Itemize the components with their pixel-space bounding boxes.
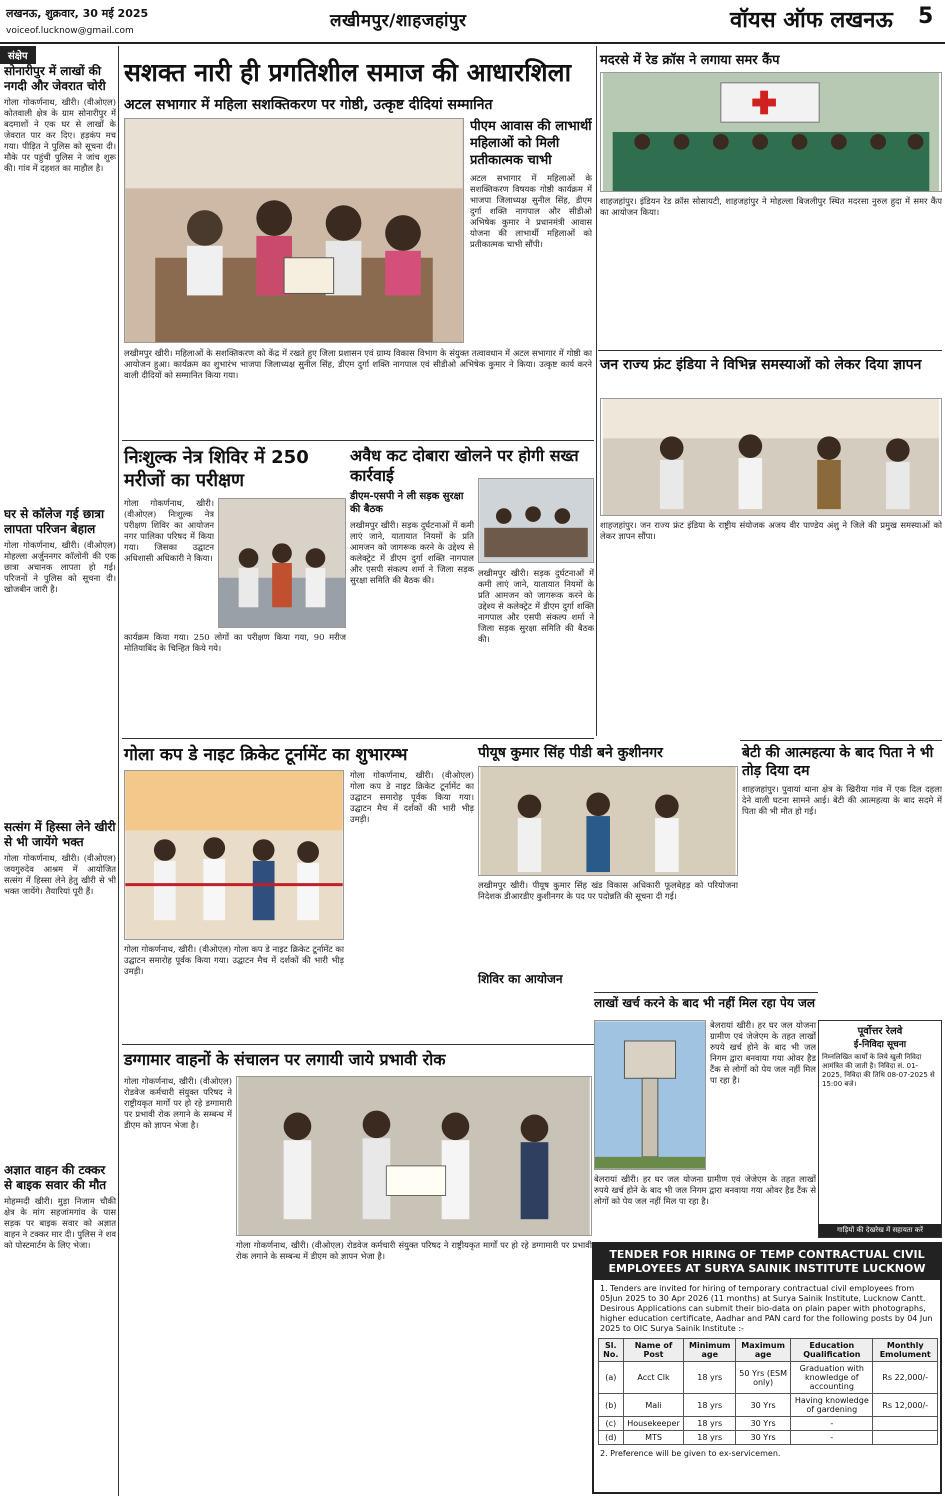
avaidh-subhead: डीएम-एसपी ने ली सड़क सुरक्षा की बैठक <box>350 491 464 515</box>
cell: - <box>791 1417 873 1431</box>
brief-1-body: गोला गोकर्णनाथ, खीरी। (वीओएल) कोतवाली क्षेत्र के ग्राम सोनारीपुर में बदमाशों ने एक घर से लाखों के जेवरात पार कर दिए। हड़कंप मच गया। पीड़ित ने पुलिस को सूचना दी। मौके पर पहुंची पुलिस ने जांच शुरू की। गांव में दहशत का माहौल है। <box>4 97 116 173</box>
cell <box>873 1417 938 1431</box>
cell: 18 yrs <box>684 1362 736 1394</box>
header-sl: Sl. No. <box>599 1339 624 1362</box>
tender-table <box>598 1338 938 1445</box>
cell: Mali <box>623 1394 684 1417</box>
cell: (d) <box>599 1431 624 1445</box>
notice-org: पूर्वोत्तर रेलवे <box>857 1026 903 1037</box>
avaidh-photo <box>478 478 594 563</box>
jan-rajya-photo <box>600 398 942 516</box>
cell: (b) <box>599 1394 624 1417</box>
cell: Graduation with knowledge of accounting <box>791 1362 873 1394</box>
tender-box <box>592 1242 942 1494</box>
cell: (c) <box>599 1417 624 1431</box>
dugga-photo <box>236 1076 592 1236</box>
contact-email: voiceof.lucknow@gmail.com <box>6 26 134 36</box>
felicitation-photo-icon <box>479 767 737 875</box>
notice-body: निम्नलिखित कार्यों के लिये खुली निविदा आमंत्रित की जाती है। निविदा सं. 01-2025, निविदा की तिथि 08-07-2025 से 15:00 बजे। <box>822 1053 935 1088</box>
delegation-photo-icon <box>601 399 941 515</box>
table-row <box>599 1394 938 1417</box>
cell: 30 Yrs <box>736 1431 791 1445</box>
column-divider <box>118 46 119 1496</box>
column-divider <box>596 46 597 736</box>
eye-camp-body: गोला गोकर्णनाथ, खीरी। (वीओएल) निःशुल्क नेत्र परीक्षण शिविर का आयोजन नगर पालिका परिषद में किया गया। जिसका उद्घाटन अधिशासी अधिकारी ने किया। <box>124 498 214 563</box>
main-side-body: अटल सभागार में महिलाओं के सशक्तिकरण विषयक गोष्ठी कार्यक्रम में भाजपा जिलाध्यक्ष सुनील सिंह, डीएम दुर्गा शक्ति नागपाल और सीडीओ अभिषेक कुमार ने प्रधानमंत्री आवास योजना की लाभार्थी महिलाओं को प्रतीकात्मक चाभी सौंपी। <box>470 173 592 249</box>
cell: 30 Yrs <box>736 1394 791 1417</box>
main-photo <box>124 118 464 343</box>
divider-line <box>740 740 942 741</box>
cell <box>873 1431 938 1445</box>
divider-line <box>122 1044 594 1045</box>
brief-tab: संक्षेप <box>0 46 36 64</box>
avaidh-headline: अवैध कट दोबारा खोलने पर होगी सख्त कार्रवाई <box>350 446 579 485</box>
eye-camp-caption: कार्यक्रम किया गया। 250 लोगों का परीक्षण किया गया, 90 मरीज मोतियाबिंद के चिन्हित किये गये। <box>124 632 346 653</box>
brief-3-body: गोला गोकर्णनाथ, खीरी। (वीओएल) जयगुरुदेव आश्रम में आयोजित सत्संग में हिस्सा लेने हेतु खीरी से भी भक्त जायेंगे। तैयारियां पूरी हैं। <box>4 853 116 896</box>
section-title: लखीमपुर/शाहजहांपुर <box>330 11 467 31</box>
brief-4-headline: अज्ञात वाहन की टक्कर से बाइक सवार की मौत <box>4 1163 107 1192</box>
masthead <box>0 0 945 44</box>
page-number: 5 <box>918 4 934 29</box>
header-min-age: Minimum age <box>684 1339 736 1362</box>
header-emolument: Monthly Emolument <box>873 1339 938 1362</box>
gola-cup-photo <box>124 770 344 940</box>
memorandum-photo-icon <box>237 1077 591 1235</box>
main-subhead: अटल सभागार में महिला सशक्तिकरण पर गोष्ठी, उत्कृष्ट दीदियां सम्मानित <box>124 97 493 113</box>
cell: Having knowledge of gardening <box>791 1394 873 1417</box>
notice-footer: गाड़ियों की देखरेख में सहायता करें <box>819 1224 941 1237</box>
tender-note-2: 2. Preference will be given to ex-servicemen. <box>600 1449 781 1458</box>
cell: Rs 12,000/- <box>873 1394 938 1417</box>
dugga-body-cont: गोला गोकर्णनाथ, खीरी। (वीओएल) रोडवेज कर्मचारी संयुक्त परिषद ने राष्ट्रीयकृत मार्गों पर हो रहे डग्गामारी पर प्रभावी रोक लगाने के सम्बन्ध में डीएम को ज्ञापन भेजा है। <box>236 1240 592 1261</box>
cell: 18 yrs <box>684 1431 736 1445</box>
header-post: Name of Post <box>623 1339 684 1362</box>
brief-column <box>4 64 116 1494</box>
brief-1-headline: सोनारीपुर में लाखों की नगदी और जेवरात चोरी <box>4 64 106 93</box>
issue-date: लखनऊ, शुक्रवार, 30 मई 2025 <box>6 7 149 20</box>
avaidh-body-cont: लखीमपुर खीरी। सड़क दुर्घटनाओं में कमी लाएं जाने, यातायात नियमों के प्रति आमजन को जागरूक करने के उद्देश्य से कलेक्ट्रेट में डीएम दुर्गा शक्ति नागपाल और एसपी संकल्प शर्मा ने जिला सड़क सुरक्षा समिति की बैठक की। <box>478 568 594 644</box>
brief-4-body: मोहम्मदी खीरी। मुड़ा निजाम चौकी क्षेत्र के मांग सहजांमगांव के पास सड़क पर बाइक सवार को अज्ञात वाहन ने टक्कर मार दी। पुलिस ने शव को पोस्टमार्टम के लिए भेजा। <box>4 1196 116 1250</box>
pyaj-body: बेलरायां खीरी। हर घर जल योजना ग्रामीण एवं जेजेएम के तहत लाखों रुपये खर्च होने के बाद भी जल निगम द्वारा बनवाया गया ओवर हैड टैंक से लोगों को पेय जल नहीं मिल पा रहा है। <box>710 1020 816 1085</box>
main-headline: सशक्त नारी ही प्रगतिशील समाज की आधारशिला <box>124 58 572 87</box>
divider-line <box>122 440 594 441</box>
cell: Rs 22,000/- <box>873 1362 938 1394</box>
camp-subhead: शिविर का आयोजन <box>478 972 563 986</box>
eye-camp-headline: निःशुल्क नेत्र शिविर में 250 मरीजों का परीक्षण <box>124 447 309 491</box>
ribbon-cutting-photo-icon <box>125 771 343 939</box>
header-max-age: Maximum age <box>736 1339 791 1362</box>
piyush-headline: पीयूष कुमार सिंह पीडी बने कुशीनगर <box>478 745 663 761</box>
tender-table-header <box>599 1339 938 1362</box>
main-body: लखीमपुर खीरी। महिलाओं के सशक्तिकरण को केंद्र में रखते हुए जिला प्रशासन एवं ग्राम्य विकास विभाग के संयुक्त तत्वावधान में अटल सभागार में गोष्ठी का आयोजन हुआ। कार्यक्रम का शुभारंभ भाजपा जिलाध्यक्ष सुनील सिंह, डीएम दुर्गा शक्ति नागपाल एवं सीडीओ अभिषेक कुमार ने किया। उत्कृष्ट कार्य करने वाली दीदियों को सम्मानित किया गया। <box>124 348 592 380</box>
tender-title: TENDER FOR HIRING OF TEMP CONTRACTUAL CIVIL EMPLOYEES AT SURYA SAINIK INSTITUTE LUCKNOW <box>594 1244 940 1280</box>
notice-title: ई-निविदा सूचना <box>853 1040 907 1050</box>
divider-line <box>122 738 594 739</box>
cell: (a) <box>599 1362 624 1394</box>
cell: Acct Clk <box>623 1362 684 1394</box>
group-photo-icon <box>601 73 941 191</box>
railway-notice <box>818 1020 942 1238</box>
dugga-headline: डग्गामार वाहनों के संचालन पर लगायी जाये प्रभावी रोक <box>124 1050 446 1069</box>
madrasa-body: शाहजहांपुर। इंडियन रेड क्रॉस सोसायटी, शाहजहांपुर ने मोहल्ला बिजलीपुर स्थित मदरसा नुरुल हुदा में समर कैंप का आयोजन किया। <box>600 196 942 217</box>
madrasa-headline: मदरसे में रेड क्रॉस ने लगाया समर कैंप <box>600 53 780 68</box>
brief-3-headline: सत्संग में हिस्सा लेने खीरी से भी जायेंगे भक्त <box>4 820 116 849</box>
gola-cup-headline: गोला कप डे नाइट क्रिकेट टूर्नामेंट का शुभारम्भ <box>124 745 408 765</box>
header-education: Education Qualification <box>791 1339 873 1362</box>
brief-2-body: गोला गोकर्णनाथ, खीरी। (वीओएल) मोहल्ला अर्जुननगर कॉलोनी की एक छात्रा अचानक लापता हो गई। परिजनों ने पुलिस को सूचना दी। खोजबीन जारी है। <box>4 540 116 594</box>
newspaper-brand: वॉयस ऑफ लखनऊ <box>730 8 893 33</box>
cell: 18 yrs <box>684 1394 736 1417</box>
main-side-headline: पीएम आवास की लाभार्थी महिलाओं को मिली प्रतीकात्मक चाभी <box>470 119 592 168</box>
gola-cup-body: गोला गोकर्णनाथ, खीरी। (वीओएल) गोला कप डे नाइट क्रिकेट टूर्नामेंट का उद्घाटन समारोह पूर्वक किया गया। उद्घाटन मैच में दर्शकों की भारी भीड़ उमड़ी। <box>124 944 344 976</box>
cell: 18 yrs <box>684 1417 736 1431</box>
pyaj-headline: लाखों खर्च करने के बाद भी नहीं मिल रहा पेय जल <box>594 996 816 1010</box>
water-tank-photo <box>594 1020 706 1170</box>
water-tank-icon <box>595 1021 705 1169</box>
jan-rajya-body: शाहजहांपुर। जन राज्य फ्रंट इंडिया के राष्ट्रीय संयोजक अजय वीर पाण्डेय अंशु ने जिले की प्रमुख समस्याओं को लेकर ज्ञापन सौंपा। <box>600 520 942 541</box>
table-row <box>599 1431 938 1445</box>
cell: 50 Yrs (ESM only) <box>736 1362 791 1394</box>
ceremony-photo-icon <box>125 119 463 342</box>
cell: MTS <box>623 1431 684 1445</box>
beti-body: शाहजहांपुर। पुवायां थाना क्षेत्र के खिरीया गांव में एक दिल दहला देने वाली घटना सामने आई। बेटी की आत्महत्या के बाद सदमे में पिता की भी मौत हो गई। <box>742 784 942 816</box>
piyush-photo <box>478 766 738 876</box>
brief-2-headline: घर से कॉलेज गई छात्रा लापता परिजन बेहाल <box>4 507 105 536</box>
table-row <box>599 1362 938 1394</box>
eye-camp-photo <box>218 498 346 628</box>
jan-rajya-headline: जन राज्य फ्रंट इंडिया ने विभिन्न समस्याओं को लेकर दिया ज्ञापन <box>600 357 922 373</box>
main-side-column <box>470 118 592 343</box>
cell: - <box>791 1431 873 1445</box>
piyush-body: लखीमपुर खीरी। पीयूष कुमार सिंह खंड विकास अधिकारी फूलबेहड़ को परियोजना निदेशक डीआरडीए कुशीनगर के पद पर पदोन्नति की सूचना दी गई। <box>478 880 738 901</box>
tender-note-1: 1. Tenders are invited for hiring of temporary contractual civil employees from 05Jun 2025 to 30 Apr 2026 (11 months) at Surya Sainik Institute, Lucknow Cantt. Desirous Applications can submit their bio-data on plain paper with photographs, higher education certificate, Aadhar and PAN card for the following posts by 04 Jun 2025 to OIC Surya Sainik Institute :- <box>600 1284 933 1333</box>
table-row <box>599 1417 938 1431</box>
beti-headline: बेटी की आत्महत्या के बाद पिता ने भी तोड़ दिया दम <box>742 745 934 779</box>
avaidh-body: लखीमपुर खीरी। सड़क दुर्घटनाओं में कमी लाएं जाने, यातायात नियमों के प्रति आमजन को जागरूक करने के उद्देश्य से कलेक्ट्रेट में डीएम दुर्गा शक्ति नागपाल और एसपी संकल्प शर्मा ने जिला सड़क सुरक्षा समिति की बैठक की। <box>350 520 474 585</box>
meeting-photo-icon <box>479 479 593 562</box>
divider-line <box>598 350 942 351</box>
dugga-body: गोला गोकर्णनाथ, खीरी। (वीओएल) रोडवेज कर्मचारी संयुक्त परिषद ने राष्ट्रीयकृत मार्गों पर हो रहे डग्गामारी पर प्रभावी रोक लगाने के सम्बन्ध में डीएम को ज्ञापन भेजा है। <box>124 1076 232 1130</box>
gola-cup-body-cont: गोला गोकर्णनाथ, खीरी। (वीओएल) गोला कप डे नाइट क्रिकेट टूर्नामेंट का उद्घाटन समारोह पूर्वक किया गया। उद्घाटन मैच में दर्शकों की भारी भीड़ उमड़ी। <box>350 770 474 824</box>
cell: 30 Yrs <box>736 1417 791 1431</box>
pyaj-body-cont: बेलरायां खीरी। हर घर जल योजना ग्रामीण एवं जेजेएम के तहत लाखों रुपये खर्च होने के बाद भी जल निगम द्वारा बनवाया गया ओवर हैड टैंक से लोगों को पेय जल नहीं मिल पा रहा है। <box>594 1174 816 1206</box>
cell: Housekeeper <box>623 1417 684 1431</box>
eye-camp-photo-icon <box>219 499 345 627</box>
madrasa-photo <box>600 72 942 192</box>
